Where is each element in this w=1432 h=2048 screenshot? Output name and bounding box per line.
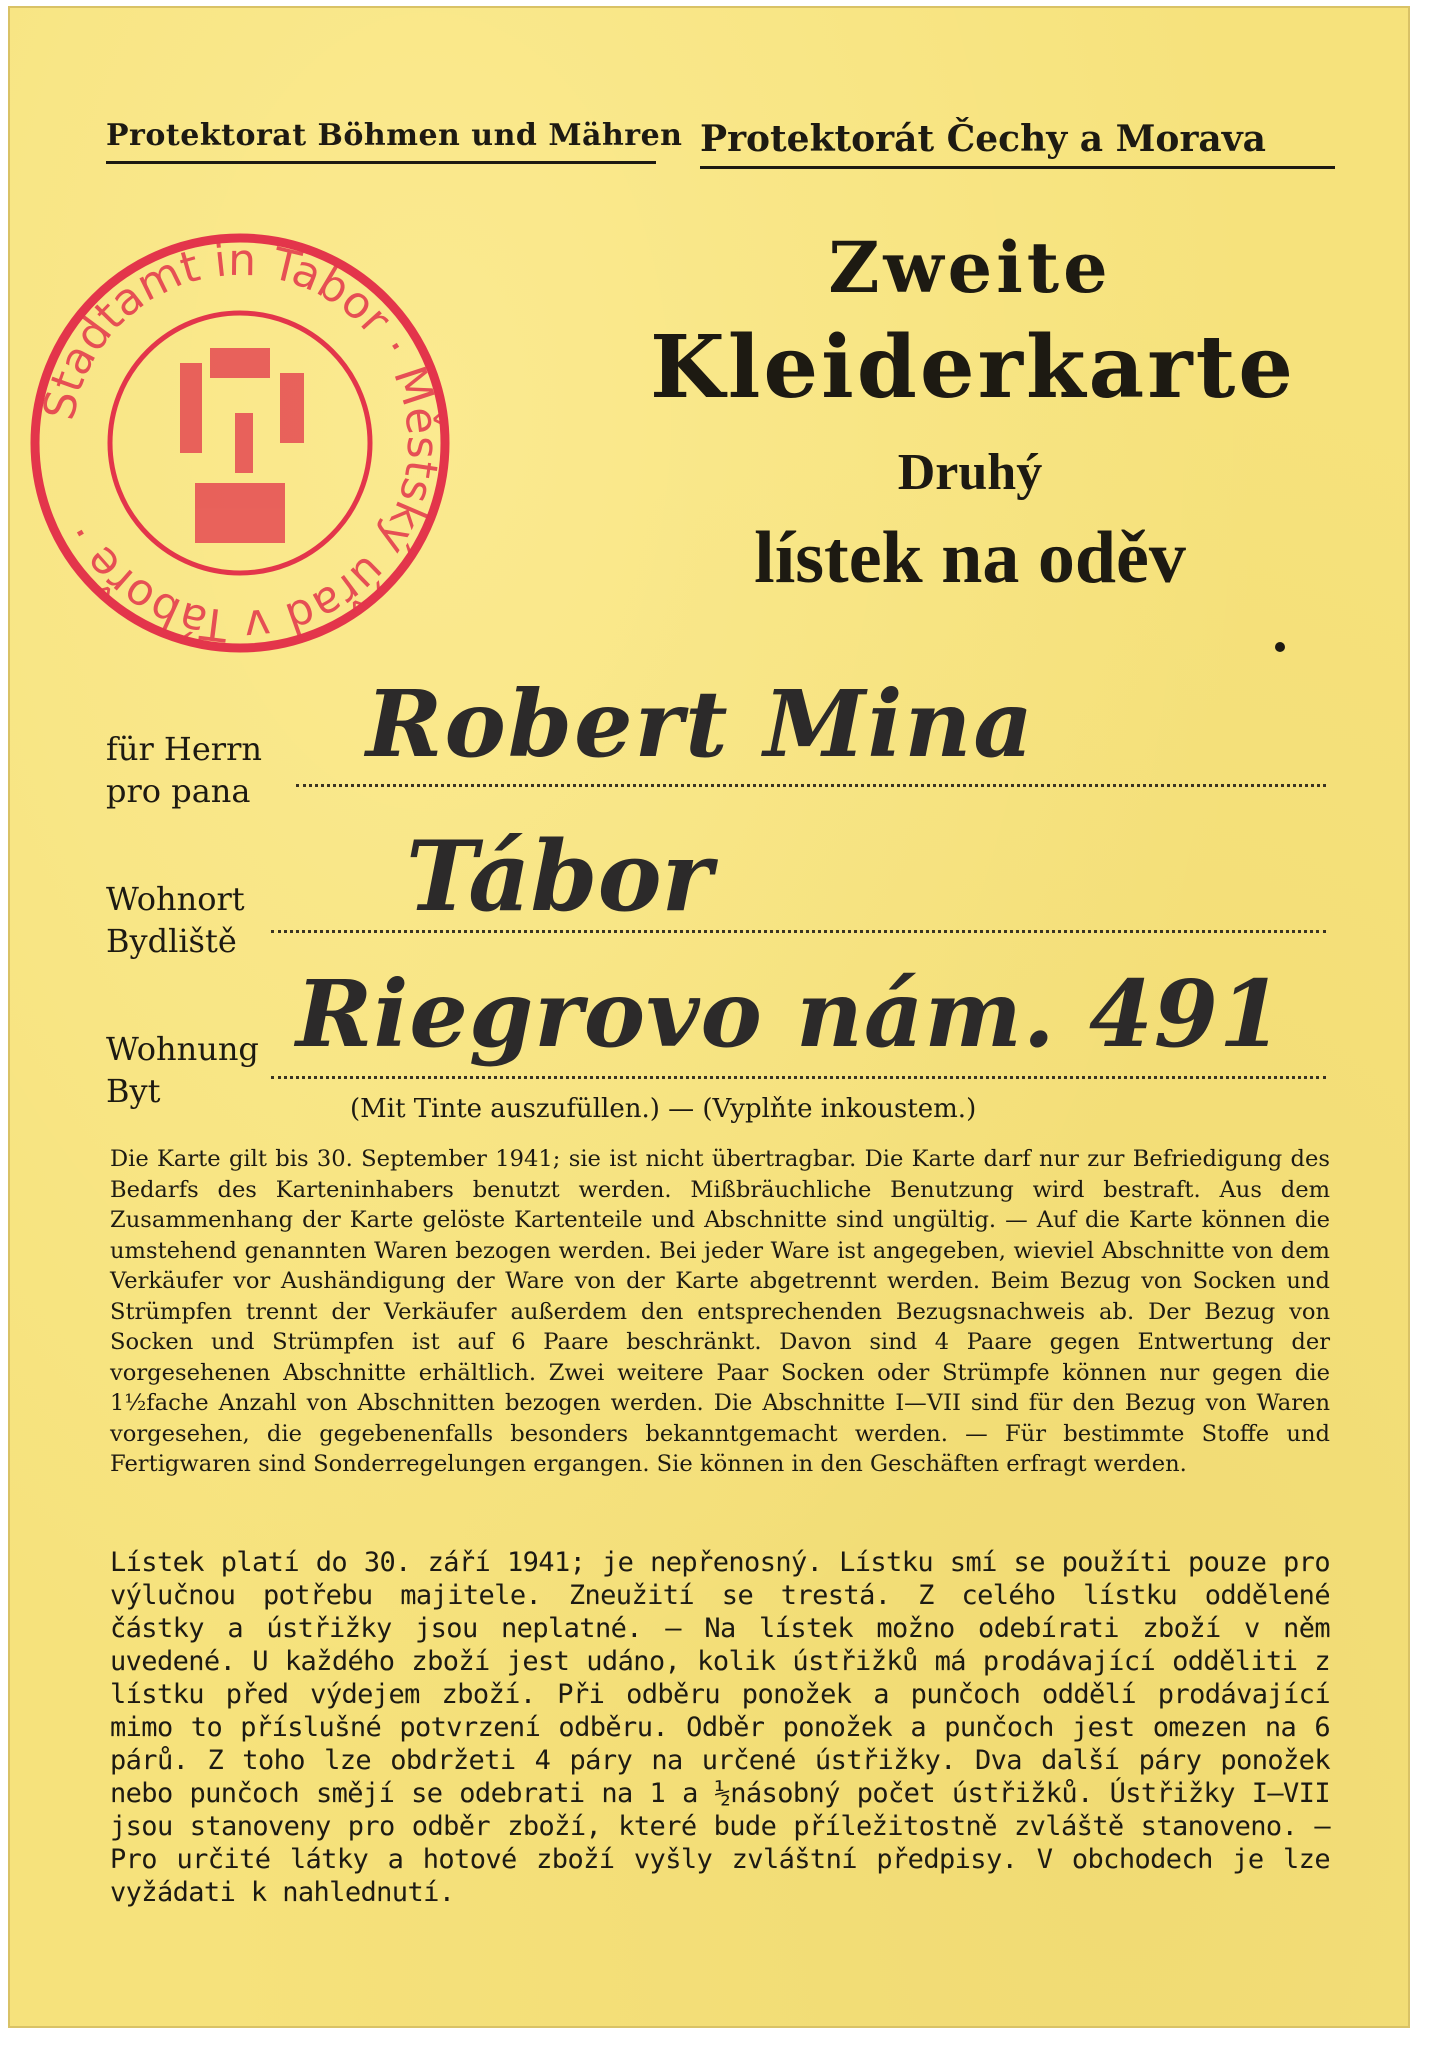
header-german: Protektorat Böhmen und Mähren [106, 118, 656, 164]
title-german-line2: Kleiderkarte [650, 317, 1297, 418]
apartment-label-german: Wohnung [106, 1030, 259, 1068]
title-czech-line1: Druhý [897, 444, 1043, 501]
apartment-label-czech: Byt [106, 1072, 161, 1110]
residence-value: Tábor [406, 820, 713, 933]
header-czech: Protektorát Čechy a Morava [700, 118, 1335, 169]
stamp-text: Stadtamt in Tabor · Městský úřad v Táboře · [33, 234, 449, 652]
apartment-value: Riegrovo nám. 491 [296, 960, 1284, 1068]
name-value: Robert Mina [366, 670, 1035, 778]
card-title [650, 223, 1297, 603]
title-german-line1: Zweite [828, 226, 1112, 309]
name-field [106, 670, 1336, 828]
apartment-line [271, 1076, 1326, 1079]
office-stamp [20, 223, 460, 663]
terms-czech: Lístek platí do 30. září 1941; je nepřenosný. Lístku smí se použíti pouze pro výlučnou potřebu majitele. Zneužití se trestá. Z celého lístku oddělené částky a ústřižky jsou neplatné. — Na lístek možno odebírati zboží v něm uvedené. U každého zboží jest udáno, kolik ústřižků má prodávající odděliti z lístku před výdejem zboží. Při odběru ponožek a punčoch oddělí prodávající mimo to příslušné potvrzení odběru. Odběr ponožek a punčoch jest omezen na 6 párů. Z toho lze obdržeti 4 páry na určené ústřižky. Dva další páry ponožek nebo punčoch smějí se odebrati na 1 a ½násobný počet ústřižků. Ústřižky I—VII jsou stanoveny pro odběr zboží, které bude příležitostně zvláště stanoveno. — Pro určité látky a hotové zboží vyšly zvláštní předpisy. V obchodech je lze vyžádati k nahlednutí. [110, 1547, 1330, 1908]
terms-german: Die Karte gilt bis 30. September 1941; sie ist nicht übertragbar. Die Karte darf nur zur Befriedigung des Bedarfs des Karteninhabers benutzt werden. Mißbräuchliche Benutzung wird bestraft. Aus dem Zusammenhang der Karte gelöste Kartenteile und Abschnitte sind ungültig. — Auf die Karte können die umstehend genannten Waren bezogen werden. Bei jeder Ware ist angegeben, wieviel Abschnitte von dem Verkäufer vor Aushändigung der Ware von der Karte abgetrennt werden. Beim Bezug von Socken und Strümpfen trennt der Verkäufer außerdem den entsprechenden Bezugsnachweis ab. Der Bezug von Socken und Strümpfen ist auf 6 Paare beschränkt. Davon sind 4 Paare gegen Entwertung der vorgesehenen Abschnitte erhältlich. Zwei weitere Paar Socken oder Strümpfe können nur gegen die 1½fache Anzahl von Abschnitten bezogen werden. Die Abschnitte I—VII sind für den Bezug von Waren vorgesehen, die gegebenenfalls besonders bekanntgemacht werden. — Für bestimmte Stoffe und Fertigwaren sind Sonderregelungen ergangen. Sie können in den Geschäften erfragt werden. [110, 1146, 1330, 1477]
name-label-czech: pro pana [106, 772, 251, 810]
title-czech-line2: lístek na oděv [754, 517, 1186, 599]
clothing-ration-card [8, 6, 1410, 2028]
name-label-german: für Herrn [106, 730, 262, 768]
residence-label-german: Wohnort [106, 880, 245, 918]
fill-instruction: (Mit Tinte auszufüllen.) — (Vyplňte inkoustem.) [350, 1094, 977, 1124]
name-line [296, 784, 1326, 787]
ink-dot [1275, 642, 1285, 652]
residence-label-czech: Bydliště [106, 922, 237, 960]
